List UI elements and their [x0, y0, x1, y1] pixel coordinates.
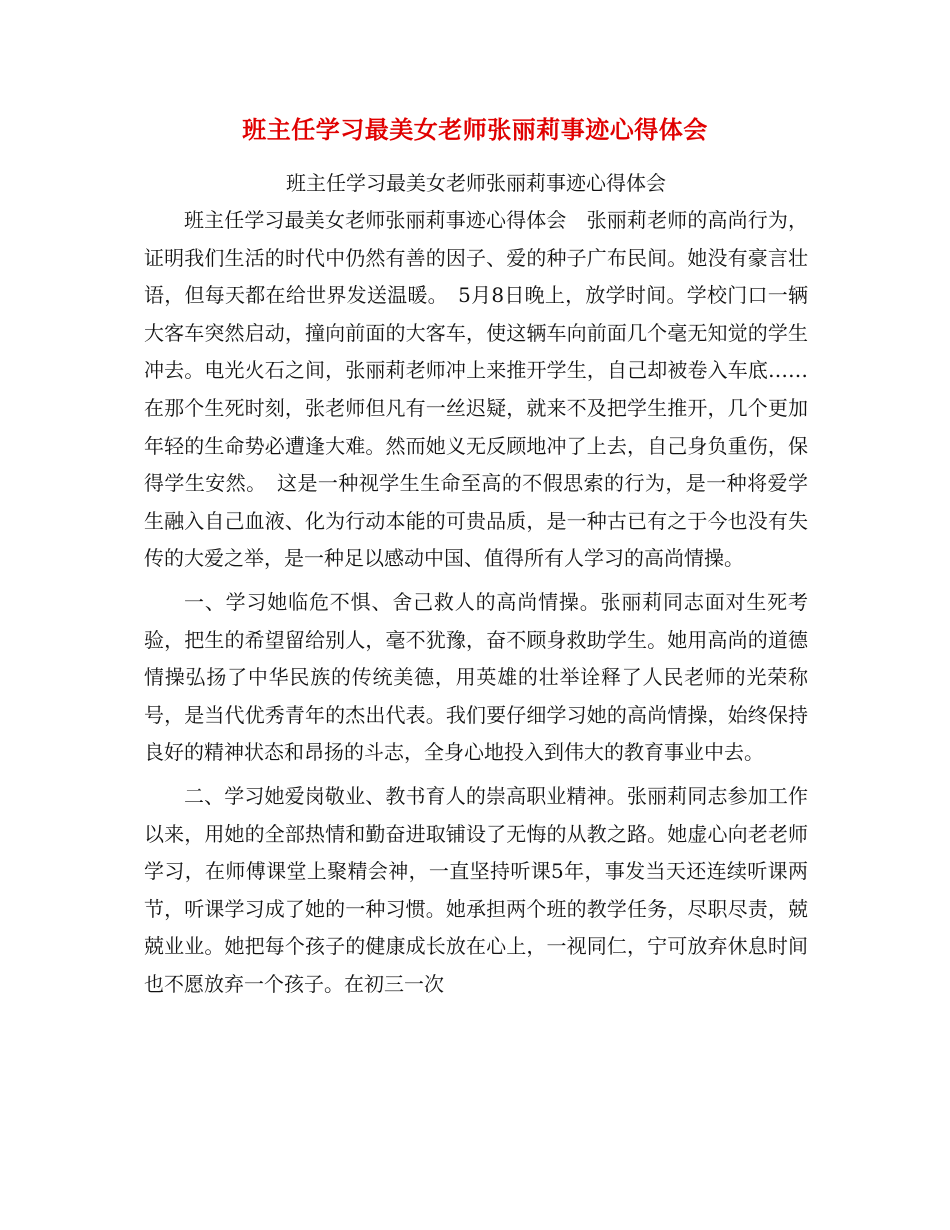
document-body [144, 168, 808, 1003]
paragraph-intro: 班主任学习最美女老师张丽莉事迹心得体会 张丽莉老师的高尚行为，证明我们生活的时代中仍然有善的因子、爱的种子广布民间。她没有豪言壮语，但每天都在给世界发送温暖。 5月8日晚上，放学时间。学校门口一辆大客车突然启动，撞向前面的大客车，使这辆车向前面几个毫无知觉的学生冲去。电光火石之间，张丽莉老师冲上来推开学生，自己却被卷入车底……在那个生死时刻，张老师但凡有一丝迟疑，就来不及把学生推开，几个更加年轻的生命势必遭逢大难。然而她义无反顾地冲了上去，自己身负重伤，保得学生安然。 这是一种视学生生命至高的不假思索的行为，是一种将爱学生融入自己血液、化为行动本能的可贵品质，是一种古已有之于今也没有失传的大爱之举，是一种足以感动中国、值得所有人学习的高尚情操。 [144, 208, 808, 571]
paragraph-section-two: 二、学习她爱岗敬业、教书育人的崇高职业精神。张丽莉同志参加工作以来，用她的全部热情和勤奋进取铺设了无悔的从教之路。她虚心向老老师学习，在师傅课堂上聚精会神，一直坚持听课5年，事发当天还连续听课两节，听课学习成了她的一种习惯。她承担两个班的教学任务，尽职尽责，兢兢业业。她把每个孩子的健康成长放在心上，一视同仁，宁可放弃休息时间也不愿放弃一个孩子。在初三一次 [144, 783, 808, 996]
paragraph-section-one: 一、学习她临危不惧、舍己救人的高尚情操。张丽莉同志面对生死考验，把生的希望留给别人，毫不犹豫，奋不顾身救助学生。她用高尚的道德情操弘扬了中华民族的传统美德，用英雄的壮举诠释了人民老师的光荣称号，是当代优秀青年的杰出代表。我们要仔细学习她的高尚情操，始终保持良好的精神状态和昂扬的斗志，全身心地投入到伟大的教育事业中去。 [144, 589, 808, 765]
document-subtitle: 班主任学习最美女老师张丽莉事迹心得体会 [286, 171, 666, 195]
document-title: 班主任学习最美女老师张丽莉事迹心得体会 [242, 116, 708, 144]
